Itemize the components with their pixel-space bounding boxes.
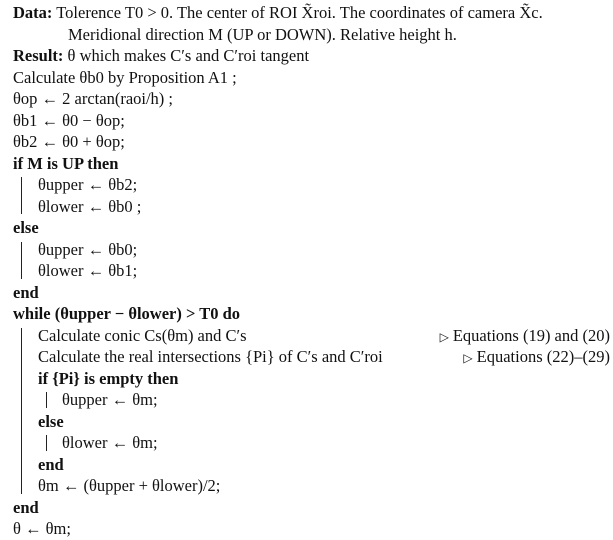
comment-eq-19-20: ▷ Equations (19) and (20) [439, 325, 610, 345]
triangle-icon: ▷ [439, 329, 449, 344]
step-lower-b1: θlower ← θb1; [38, 261, 138, 280]
data-line-continued: Meridional direction M (UP or DOWN). Relative height h. [68, 24, 457, 44]
if-block-rule [21, 177, 22, 214]
else-keyword: else [13, 218, 39, 237]
end-if: end [13, 282, 39, 302]
end-while: end [13, 497, 39, 517]
step-upper-m: θupper ← θm; [62, 390, 158, 409]
end-inner-if: end [38, 454, 64, 474]
step-theta-b1: θb1 ← θ0 − θop; [13, 110, 125, 130]
if-empty: if {Pi} is empty then [38, 368, 179, 388]
data-keyword: Data: [13, 3, 53, 22]
inner-if-rule [46, 392, 47, 408]
step-final-theta: θ ← θm; [13, 519, 71, 538]
inner-else-rule [46, 435, 47, 451]
step-theta-b2: θb2 ← θ0 + θop; [13, 132, 125, 151]
step-calc-theta-b0: Calculate θb0 by Proposition A1 ; [13, 67, 237, 87]
step-upper-b0: θupper ← θb0; [38, 239, 138, 259]
result-line [13, 45, 309, 67]
result-text: θ which makes C′s and C′roi tangent [67, 46, 310, 65]
data-line [13, 2, 543, 24]
while-block-rule [21, 328, 22, 494]
step-theta-m-avg: θm ← (θupper + θlower)/2; [38, 476, 221, 495]
result-keyword: Result: [13, 46, 64, 65]
triangle-icon: ▷ [463, 351, 473, 365]
if-m-up: if M is UP then [13, 153, 119, 173]
step-calc-conic: Calculate conic Cs(θm) and C′s [38, 325, 247, 345]
step-lower-m: θlower ← θm; [62, 433, 158, 452]
while-loop: while (θupper − θlower) > T0 do [13, 304, 241, 323]
step-theta-op: θop ← 2 arctan(raoi/h) ; [13, 89, 174, 108]
step-calc-intersections: Calculate the real intersections {Pi} of C′s and C′roi [38, 347, 383, 366]
comment-eq-22-29: ▷ Equations (22)–(29) [463, 347, 610, 366]
step-lower-b0: θlower ← θb0 ; [38, 196, 142, 216]
step-upper-b2: θupper ← θb2; [38, 175, 138, 194]
data-text: Tolerence T0 > 0. The center of ROI X̃roi. The coordinates of camera X̃c. [56, 3, 543, 22]
else-block-rule [21, 242, 22, 279]
else-inner: else [38, 411, 64, 431]
